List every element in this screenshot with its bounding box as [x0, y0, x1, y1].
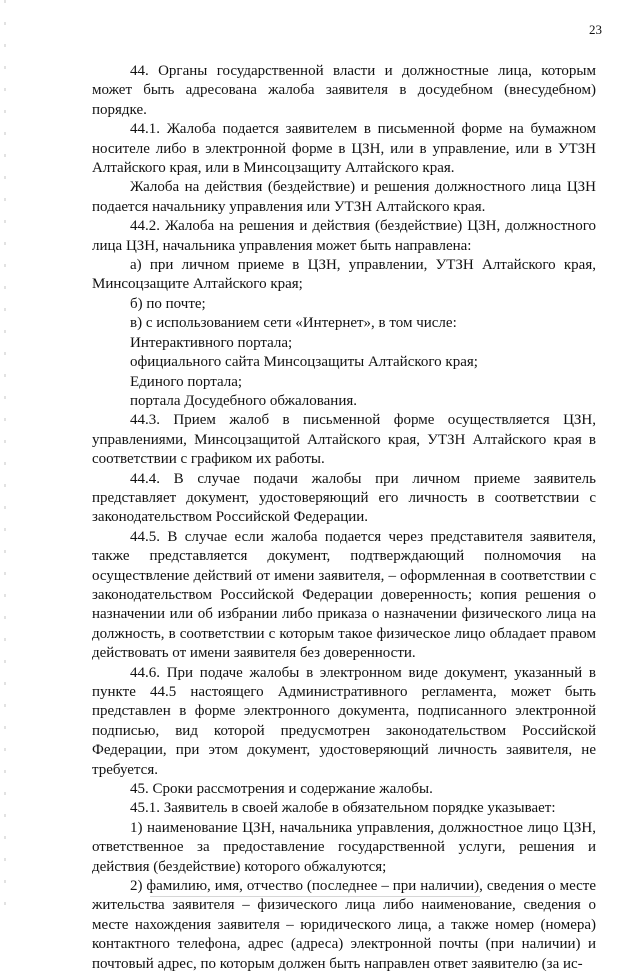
list-item-1: 1) наименование ЦЗН, начальника управления, должностное лицо ЦЗН, ответственное за предоставление государственной услуги, решения и действия (бездействие) которого обжалуются; — [92, 819, 596, 875]
paragraph-44: 44. Органы государственной власти и должностные лица, которым может быть адресована жалоба заявителя в досудебном (внесудебном) порядке. — [92, 63, 596, 118]
list-item-unified-portal: Единого портала; — [130, 373, 243, 390]
paragraph-44-5: 44.5. В случае если жалоба подается через представителя заявителя, также представляется документ, подтверждающий полномочия на осуществление действий от имени заявителя, – оформленная в соответствии с законодательством Российской Федерации доверенность; копия решения о назначении или об избрании либо приказа о назначении физического лица на должность, в соответствии с которым такое физическое лицо обладает правом действовать от имени заявителя без доверенности. — [92, 528, 596, 662]
paragraph-44-6: 44.6. При подаче жалобы в электронном виде документ, указанный в пункте 44.5 настоящего Административного регламента, может быть представлен в форме электронного документа, подписанного электронной подписью, вид которой предусмотрен законодательством Российской Федерации, при этом документ, удостоверяющий личность заявителя, не требуется. — [92, 664, 596, 778]
list-item-pretrial-portal: портала Досудебного обжалования. — [130, 392, 357, 409]
list-item-official-site: официального сайта Минсоцзащиты Алтайского края; — [130, 354, 478, 371]
document-body — [92, 62, 596, 974]
paragraph-44-1: 44.1. Жалоба подается заявителем в письменной форме на бумажном носителе либо в электронной форме в ЦЗН, или в управление, или в УТЗН Алтайского края, или в Минсоцзащиту Алтайского края. — [92, 121, 596, 177]
paragraph-44-1-complaint-actions: Жалоба на действия (бездействие) и решения должностного лица ЦЗН подается начальнику управления или УТЗН Алтайского края. — [92, 179, 596, 215]
list-item-v: в) с использованием сети «Интернет», в том числе: — [130, 315, 457, 332]
scan-edge-artifact — [4, 0, 6, 905]
paragraph-44-4: 44.4. В случае подачи жалобы при личном приеме заявитель представляет документ, удостоверяющий его личность в соответствии с законодательством Российской Федерации. — [92, 470, 596, 526]
list-item-a: а) при личном приеме в ЦЗН, управлении, УТЗН Алтайского края, Минсоцзащите Алтайского края; — [92, 257, 596, 293]
paragraph-45: 45. Сроки рассмотрения и содержание жалобы. — [130, 781, 433, 798]
paragraph-44-2: 44.2. Жалоба на решения и действия (бездействие) ЦЗН, должностного лица ЦЗН, начальника управления может быть направлена: — [92, 218, 596, 254]
paragraph-45-1: 45.1. Заявитель в своей жалобе в обязательном порядке указывает: — [130, 800, 556, 817]
bottom-divider — [150, 896, 480, 897]
list-item-2: 2) фамилию, имя, отчество (последнее – при наличии), сведения о месте жительства заявителя – физического лица либо наименование, сведения о месте нахождения заявителя – юридического лица, а также номер (номера) контактного телефона, адрес (адреса) электронной почты (при наличии) и почтовый адрес, по которым должен быть направлен ответ заявителю (за ис- — [92, 878, 596, 972]
paragraph-44-3: 44.3. Прием жалоб в письменной форме осуществляется ЦЗН, управлениями, Минсоцзащитой Алтайского края, УТЗН Алтайского края в соответствии с графиком их работы. — [92, 412, 596, 468]
page-number: 23 — [589, 22, 602, 37]
list-item-b: б) по почте; — [130, 295, 206, 312]
list-item-interactive-portal: Интерактивного портала; — [130, 334, 293, 351]
